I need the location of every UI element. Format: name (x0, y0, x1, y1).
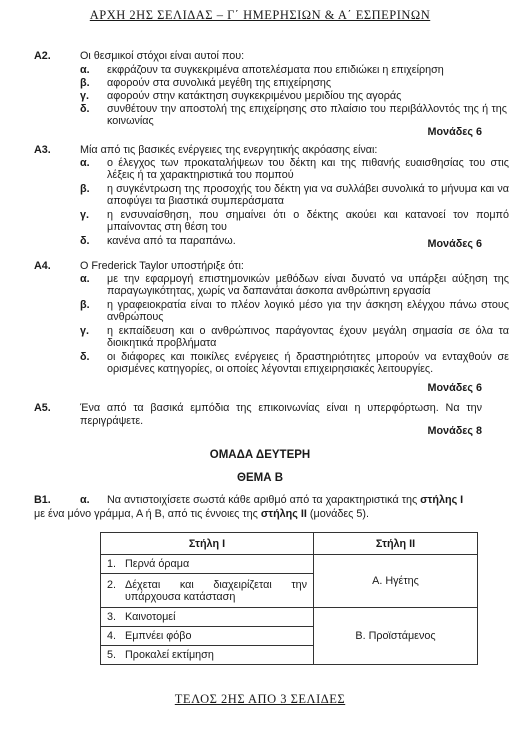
table-cell (101, 646, 314, 665)
option-letter: β. (80, 183, 90, 195)
option-letter: δ. (80, 235, 90, 247)
marks-a5: Μονάδες 8 (427, 425, 482, 437)
question-number-b1: Β1. (34, 494, 51, 506)
question-stem-a4: Ο Frederick Taylor υποστήριξε ότι: (80, 260, 244, 272)
row-text: Καινοτομεί (125, 611, 176, 623)
row-content (107, 579, 307, 603)
b1-line2-end: (μονάδες 5). (306, 508, 369, 520)
option-text: οι διάφορες και ποικίλες ενέργειες ή δραστηριότητες μπορούν να ενταχθούν σε ορισμένες κατηγορίες, οι οποίες λέγονται επιχειρησιακές λειτουργίες. (107, 351, 509, 375)
option-text: αφορούν στην κατάκτηση συγκεκριμένου μεριδίου της αγοράς (107, 90, 402, 102)
question-number-a4: Α4. (34, 260, 51, 272)
option-letter: α. (80, 64, 90, 76)
b1-line-1 (80, 494, 482, 507)
option-text: ο έλεγχος των προκαταλήψεων του δέκτη και της πιθανής ευαισθησίας του στις λέξεις ή τα χαρακτηριστικά του πομπού (107, 157, 509, 181)
table-cell (101, 627, 314, 646)
row-number: 5. (107, 649, 117, 661)
table-header-row (101, 533, 478, 555)
row-text: Εμπνέει φόβο (125, 630, 192, 642)
row-text: Προκαλεί εκτίμηση (125, 649, 214, 661)
b1-letter: α. (80, 494, 90, 506)
option-letter: β. (80, 77, 90, 89)
table-header-col1: Στήλη Ι (101, 533, 314, 555)
page-header: ΑΡΧΗ 2ΗΣ ΣΕΛΙΔΑΣ – Γ΄ ΗΜΕΡΗΣΙΩΝ & Α΄ ΕΣΠΕΡΙΝΩΝ (89, 8, 431, 22)
table-row (101, 555, 478, 574)
table-row (101, 608, 478, 627)
b1-line2-text: με ένα μόνο γράμμα, Α ή Β, από τις έννοιες της (34, 508, 261, 520)
b1-line-2 (34, 508, 482, 521)
row-number: 2. (107, 578, 117, 591)
group-title: ΟΜΑΔΑ ΔΕΥΤΕΡΗ (209, 449, 311, 461)
table-cell (101, 555, 314, 574)
question-stem-a2: Οι θεσμικοί στόχοι είναι αυτοί που: (80, 50, 245, 62)
option-letter: γ. (80, 209, 90, 221)
matching-table (100, 532, 478, 665)
question-number-a2: Α2. (34, 50, 51, 62)
option-letter: γ. (80, 325, 90, 337)
table-cell-leader: Α. Ηγέτης (314, 555, 478, 608)
table-cell (101, 608, 314, 627)
option-text: εκφράζουν τα συγκεκριμένα αποτελέσματα που επιδιώκει η επιχείρηση (107, 64, 444, 76)
option-text: η εκπαίδευση και ο ανθρώπινος παράγοντας έχουν μεγάλη σημασία σε όλα τα διοικητικά προβλήματα (107, 325, 509, 349)
b1-line1-text: Να αντιστοιχίσετε σωστά κάθε αριθμό από τα χαρακτηριστικά της (107, 494, 421, 506)
row-number: 4. (107, 630, 117, 642)
theme-title: ΘΕΜΑ Β (237, 472, 283, 484)
option-letter: α. (80, 157, 90, 169)
question-number-a5: Α5. (34, 402, 51, 414)
table-cell (101, 574, 314, 608)
row-number: 1. (107, 558, 117, 570)
table-header-col2: Στήλη ΙΙ (314, 533, 478, 555)
option-letter: α. (80, 273, 90, 285)
table-cell-manager: Β. Προϊστάμενος (314, 608, 478, 665)
marks-a3: Μονάδες 6 (427, 238, 482, 250)
row-text: Δέχεται και διαχειρίζεται την υπάρχουσα κατάσταση (125, 578, 307, 603)
question-number-a3: Α3. (34, 144, 51, 156)
question-text-a5: Ένα από τα βασικά εμπόδια της επικοινωνίας είναι η υπερφόρτωση. Να την περιγράψετε. (80, 402, 482, 427)
page-footer: ΤΕΛΟΣ 2ΗΣ ΑΠΟ 3 ΣΕΛΙΔΕΣ (174, 692, 346, 706)
option-text: η γραφειοκρατία είναι το πλέον λογικό μέσο για την άσκηση ελέγχου πάνω στους ανθρώπους (107, 299, 509, 323)
option-letter: δ. (80, 103, 90, 115)
option-text: η ενσυναίσθηση, που σημαίνει ότι ο δέκτης ακούει και κατανοεί τον πομπό μπαίνοντας στη θέση του (107, 209, 509, 233)
marks-a4: Μονάδες 6 (427, 382, 482, 394)
b1-column-2-ref: στήλης ΙΙ (260, 508, 307, 520)
option-letter: γ. (80, 90, 90, 102)
option-letter: β. (80, 299, 90, 311)
option-text: συνθέτουν την αποστολή της επιχείρησης στο πλαίσιο του περιβάλλοντός της ή της κοινωνίας (107, 103, 507, 127)
marks-a2: Μονάδες 6 (427, 126, 482, 138)
row-number: 3. (107, 611, 117, 623)
option-text: αφορούν στα συνολικά μεγέθη της επιχείρησης (107, 77, 332, 89)
b1-column-1-ref: στήλης Ι (420, 494, 464, 506)
option-text: η συγκέντρωση της προσοχής του δέκτη για να συλλάβει συνολικά το μήνυμα και να αποφύγει τα βιαστικά συμπεράσματα (107, 183, 509, 207)
option-text: με την εφαρμογή επιστημονικών μεθόδων είναι δυνατό να υπάρξει αύξηση της παραγωγικότητας, χωρίς να δαπανάται άσκοπα ανθρώπινη εργασία (107, 273, 509, 297)
question-stem-a3: Μία από τις βασικές ενέργειες της ενεργητικής ακρόασης είναι: (80, 144, 378, 156)
row-text: Περνά όραμα (125, 558, 190, 570)
option-text: κανένα από τα παραπάνω. (107, 235, 236, 247)
option-letter: δ. (80, 351, 90, 363)
